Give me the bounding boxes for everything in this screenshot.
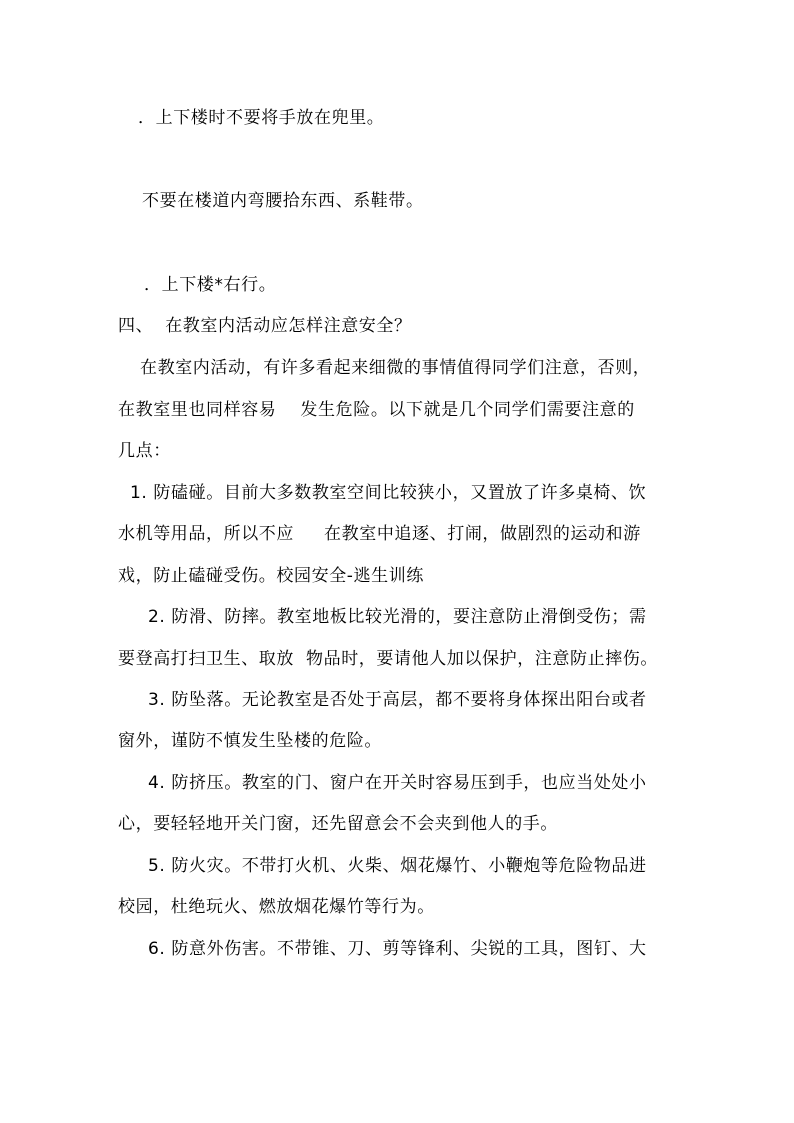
list-item: 3. 防坠落。无论教室是否处于高层，都不要将身体探出阳台或者 (148, 690, 647, 710)
text-line: 几点： (118, 441, 171, 461)
text-line: 校园，杜绝玩火、燃放烟花爆竹等行为。 (118, 897, 435, 917)
text-line: 水机等用品，所以不应 在教室中追逐、打闹，做剧烈的运动和游 (118, 524, 641, 544)
list-item: 2. 防滑、防摔。教室地板比较光滑的，要注意防止滑倒受伤；需 (148, 607, 647, 627)
text-line: 在教室里也同样容易 发生危险。以下就是几个同学们需要注意的 (118, 400, 635, 420)
list-item: 4. 防挤压。教室的门、窗户在开关时容易压到手，也应当处处小 (148, 773, 647, 793)
text-line: 戏，防止磕碰受伤。校园安全-逃生训练 (118, 566, 424, 586)
text-line: 心，要轻轻地开关门窗，还先留意会不会夹到他人的手。 (118, 814, 558, 834)
text-line: 要登高打扫卫生、取放 物品时，要请他人加以保护，注意防止摔伤。 (118, 649, 659, 669)
text-line: ．上下楼*右行。 (144, 275, 277, 295)
list-item: 1. 防磕碰。目前大多数教室空间比较狭小，又置放了许多桌椅、饮 (130, 483, 647, 503)
text-line: 在教室内活动，有许多看起来细微的事情值得同学们注意，否则， (140, 358, 651, 378)
section-heading: 四、 在教室内活动应怎样注意安全？ (118, 316, 412, 336)
text-line: ．上下楼时不要将手放在兜里。 (138, 108, 385, 128)
list-item: 5. 防火灾。不带打火机、火柴、烟花爆竹、小鞭炮等危险物品进 (148, 856, 647, 876)
text-line: 不要在楼道内弯腰拾东西、系鞋带。 (142, 191, 424, 211)
text-line: 窗外，谨防不慎发生坠楼的危险。 (118, 731, 382, 751)
list-item: 6. 防意外伤害。不带锥、刀、剪等锋利、尖锐的工具，图钉、大 (148, 939, 647, 959)
